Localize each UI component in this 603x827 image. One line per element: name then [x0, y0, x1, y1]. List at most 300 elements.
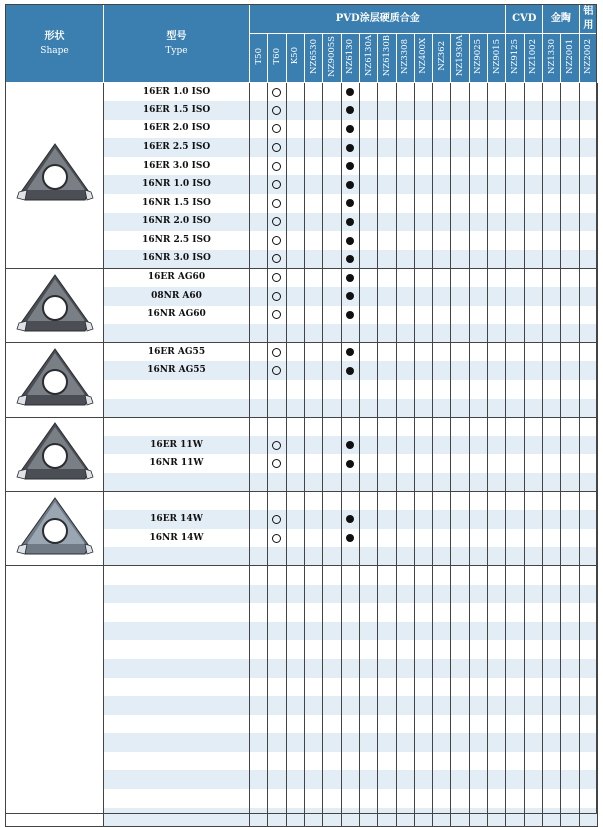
recommended-filled-mark [346, 367, 354, 375]
grade-cell [579, 83, 597, 102]
type-cell [104, 622, 250, 641]
grade-cell [543, 678, 561, 697]
grade-cell [323, 213, 341, 232]
grade-cell [341, 622, 359, 641]
grade-cell [268, 473, 286, 492]
grade-cell [506, 343, 524, 362]
grade-cell [359, 808, 377, 827]
grade-cell [359, 361, 377, 380]
grade-cell [524, 175, 542, 194]
grade-cell [579, 547, 597, 566]
grade-cell [396, 268, 414, 287]
grade-cell [359, 492, 377, 511]
grade-cell [524, 268, 542, 287]
grade-cell [414, 585, 432, 604]
grade-cell [506, 399, 524, 418]
type-cell: 16NR 14W [104, 529, 250, 548]
grade-cell [323, 696, 341, 715]
grade-cell [506, 585, 524, 604]
grade-cell [433, 194, 451, 213]
grade-cell [341, 770, 359, 789]
type-cell [104, 585, 250, 604]
grade-cell [524, 380, 542, 399]
grade-cell [304, 752, 322, 771]
grade-cell [433, 380, 451, 399]
grade-cell [286, 492, 304, 511]
grade-cell [543, 696, 561, 715]
grade-cell [451, 585, 469, 604]
grade-cell [268, 789, 286, 808]
threading-insert-icon [15, 494, 95, 560]
grade-cell [396, 83, 414, 102]
recommended-filled-mark [346, 218, 354, 226]
grade-cell [304, 473, 322, 492]
grade-cell [286, 399, 304, 418]
grade-cell [286, 231, 304, 250]
grade-cell [341, 324, 359, 343]
grade-column-label: T60 [271, 47, 282, 65]
grade-cell [433, 399, 451, 418]
grade-cell [469, 566, 487, 585]
grade-column-header [396, 34, 414, 83]
grade-column-label: T50 [253, 47, 264, 65]
grade-cell [506, 510, 524, 529]
grade-cell [543, 659, 561, 678]
grade-cell [561, 454, 579, 473]
grade-cell [433, 603, 451, 622]
type-cell: 16ER AG60 [104, 268, 250, 287]
grade-cell [268, 399, 286, 418]
grade-cell [469, 752, 487, 771]
grade-cell [250, 529, 268, 548]
grade-cell [323, 770, 341, 789]
grade-cell [341, 696, 359, 715]
grade-cell [359, 83, 377, 102]
grade-column-header [451, 34, 469, 83]
grade-cell [433, 529, 451, 548]
grade-cell [341, 529, 359, 548]
grade-cell [524, 770, 542, 789]
grade-cell [524, 603, 542, 622]
grade-cell [268, 194, 286, 213]
grade-cell [341, 808, 359, 827]
grade-cell [268, 566, 286, 585]
grade-cell [250, 473, 268, 492]
grade-cell [250, 752, 268, 771]
grade-cell [561, 585, 579, 604]
grade-cell [451, 492, 469, 511]
grade-cell [341, 473, 359, 492]
grade-cell [524, 566, 542, 585]
grade-cell [304, 585, 322, 604]
grade-cell [286, 529, 304, 548]
grade-cell [579, 622, 597, 641]
grade-cell [561, 529, 579, 548]
grade-cell [286, 157, 304, 176]
grade-cell [561, 194, 579, 213]
grade-cell [524, 83, 542, 102]
grade-cell [304, 808, 322, 827]
type-cell: 16ER 2.0 ISO [104, 120, 250, 139]
grade-cell [250, 157, 268, 176]
grade-cell [414, 231, 432, 250]
grade-column-header [359, 34, 377, 83]
grade-cell [561, 175, 579, 194]
type-cell [104, 752, 250, 771]
grade-cell [286, 83, 304, 102]
grade-cell [561, 343, 579, 362]
grade-cell [323, 380, 341, 399]
grade-cell [469, 287, 487, 306]
grade-cell [543, 194, 561, 213]
grade-cell [469, 83, 487, 102]
type-cell: 16ER 2.5 ISO [104, 138, 250, 157]
grade-cell [286, 380, 304, 399]
grade-cell [469, 789, 487, 808]
grade-cell [396, 510, 414, 529]
grade-cell [469, 808, 487, 827]
grade-cell [268, 361, 286, 380]
grade-cell [268, 213, 286, 232]
grade-cell [359, 473, 377, 492]
grade-cell [286, 287, 304, 306]
grade-cell [341, 194, 359, 213]
grade-cell [543, 306, 561, 325]
grade-cell [524, 640, 542, 659]
grade-cell [433, 547, 451, 566]
grade-cell [268, 622, 286, 641]
grade-cell [579, 603, 597, 622]
grade-cell [414, 678, 432, 697]
grade-cell [469, 770, 487, 789]
grade-column-label: NZ9005S [326, 35, 337, 77]
grade-cell [250, 436, 268, 455]
grade-cell [488, 510, 506, 529]
grade-column-header [506, 34, 524, 83]
grade-cell [359, 789, 377, 808]
type-cell: 16ER AG55 [104, 343, 250, 362]
grade-cell [488, 808, 506, 827]
grade-cell [341, 380, 359, 399]
grade-cell [524, 436, 542, 455]
grade-cell [524, 510, 542, 529]
grade-cell [378, 752, 396, 771]
grade-cell [524, 231, 542, 250]
grade-cell [396, 585, 414, 604]
grade-cell [359, 566, 377, 585]
grade-cell [396, 157, 414, 176]
grade-cell [488, 399, 506, 418]
grade-cell [304, 343, 322, 362]
grade-cell [414, 417, 432, 436]
grade-cell [359, 733, 377, 752]
type-cell: 16NR 2.0 ISO [104, 213, 250, 232]
grade-cell [414, 101, 432, 120]
grade-cell [561, 268, 579, 287]
grade-group-header: CVD [506, 5, 543, 34]
grade-cell [396, 789, 414, 808]
grade-cell [543, 250, 561, 269]
grade-cell [488, 770, 506, 789]
grade-cell [451, 696, 469, 715]
grade-cell [433, 566, 451, 585]
grade-cell [488, 138, 506, 157]
grade-cell [506, 436, 524, 455]
recommended-filled-mark [346, 441, 354, 449]
grade-cell [543, 622, 561, 641]
grade-cell [488, 566, 506, 585]
grade-cell [378, 473, 396, 492]
grade-cell [451, 417, 469, 436]
grade-cell [451, 231, 469, 250]
grade-cell [488, 287, 506, 306]
grade-cell [268, 808, 286, 827]
threading-insert-14w-image [6, 492, 104, 566]
grade-cell [396, 808, 414, 827]
grade-cell [414, 510, 432, 529]
grade-cell [378, 138, 396, 157]
grade-cell [304, 510, 322, 529]
grade-cell [451, 659, 469, 678]
grade-cell [268, 492, 286, 511]
grade-cell [268, 157, 286, 176]
grade-cell [543, 399, 561, 418]
grade-cell [543, 175, 561, 194]
grade-cell [469, 250, 487, 269]
grade-cell [469, 510, 487, 529]
grade-cell [451, 640, 469, 659]
grade-cell [488, 268, 506, 287]
table-row [6, 343, 598, 362]
grade-cell [268, 380, 286, 399]
grade-cell [341, 138, 359, 157]
grade-cell [304, 715, 322, 734]
grade-cell [250, 696, 268, 715]
grade-cell [268, 436, 286, 455]
grade-cell [488, 492, 506, 511]
grade-cell [396, 399, 414, 418]
grade-cell [543, 361, 561, 380]
grade-cell [250, 678, 268, 697]
grade-cell [488, 733, 506, 752]
grade-cell [488, 306, 506, 325]
grade-cell [414, 436, 432, 455]
grade-cell [524, 417, 542, 436]
grade-cell [543, 417, 561, 436]
grade-cell [451, 138, 469, 157]
grade-cell [359, 715, 377, 734]
grade-cell [414, 287, 432, 306]
type-header [104, 5, 250, 83]
grade-cell [451, 733, 469, 752]
grade-cell [250, 640, 268, 659]
type-cell [104, 603, 250, 622]
grade-cell [414, 250, 432, 269]
grade-cell [433, 733, 451, 752]
grade-cell [561, 380, 579, 399]
grade-cell [561, 733, 579, 752]
grade-cell [323, 622, 341, 641]
grade-cell [286, 733, 304, 752]
grade-cell [414, 603, 432, 622]
grade-cell [286, 603, 304, 622]
grade-cell [451, 250, 469, 269]
grade-cell [488, 585, 506, 604]
threading-insert-iso-image [6, 83, 104, 269]
available-open-mark [272, 106, 281, 115]
grade-cell [323, 585, 341, 604]
grade-cell [506, 547, 524, 566]
grade-cell [451, 101, 469, 120]
grade-column-header [414, 34, 432, 83]
grade-cell [451, 510, 469, 529]
type-cell [104, 733, 250, 752]
grade-cell [488, 380, 506, 399]
type-cell [104, 659, 250, 678]
grade-cell [323, 808, 341, 827]
grade-column-header [488, 34, 506, 83]
grade-cell [378, 622, 396, 641]
grade-cell [524, 529, 542, 548]
grade-cell [579, 696, 597, 715]
grade-cell [506, 175, 524, 194]
grade-column-header [341, 34, 359, 83]
grade-cell [286, 510, 304, 529]
grade-cell [323, 566, 341, 585]
grade-cell [323, 510, 341, 529]
grade-cell [341, 659, 359, 678]
grade-cell [579, 194, 597, 213]
grade-cell [506, 250, 524, 269]
grade-cell [469, 361, 487, 380]
grade-cell [250, 343, 268, 362]
grade-cell [561, 231, 579, 250]
grade-cell [378, 436, 396, 455]
grade-cell [506, 752, 524, 771]
grade-cell [414, 157, 432, 176]
grade-cell [543, 510, 561, 529]
grade-cell [451, 603, 469, 622]
grade-cell [561, 250, 579, 269]
grade-cell [396, 324, 414, 343]
grade-cell [359, 157, 377, 176]
recommended-filled-mark [346, 88, 354, 96]
grade-cell [286, 101, 304, 120]
grade-cell [451, 343, 469, 362]
grade-cell [488, 622, 506, 641]
grade-cell [250, 120, 268, 139]
grade-cell [543, 157, 561, 176]
grade-cell [451, 566, 469, 585]
grade-cell [579, 454, 597, 473]
grade-cell [378, 789, 396, 808]
grade-cell [414, 566, 432, 585]
grade-cell [359, 101, 377, 120]
grade-cell [286, 566, 304, 585]
grade-cell [561, 213, 579, 232]
type-cell: 16NR 11W [104, 454, 250, 473]
grade-column-label: K50 [290, 47, 301, 65]
grade-cell [579, 640, 597, 659]
grade-cell [561, 547, 579, 566]
grade-cell [469, 696, 487, 715]
type-cell [104, 789, 250, 808]
grade-cell [433, 715, 451, 734]
grade-cell [506, 138, 524, 157]
grade-cell [378, 770, 396, 789]
grade-cell [286, 659, 304, 678]
grade-cell [433, 789, 451, 808]
grade-cell [433, 101, 451, 120]
grade-cell [433, 752, 451, 771]
grade-cell [433, 138, 451, 157]
grade-cell [506, 473, 524, 492]
available-open-mark [272, 534, 281, 543]
grade-cell [268, 250, 286, 269]
grade-cell [396, 343, 414, 362]
grade-cell [396, 696, 414, 715]
grade-cell [579, 268, 597, 287]
grade-cell [543, 120, 561, 139]
grade-cell [561, 287, 579, 306]
grade-group-header: 铝用 [579, 5, 597, 34]
grade-cell [543, 640, 561, 659]
type-header-cn: 型号 [166, 30, 187, 42]
grade-cell [414, 659, 432, 678]
grade-cell [506, 454, 524, 473]
grade-cell [286, 808, 304, 827]
grade-cell [451, 436, 469, 455]
grade-group-header: PVD涂层硬质合金 [250, 5, 506, 34]
recommended-filled-mark [346, 181, 354, 189]
type-cell: 16NR 3.0 ISO [104, 250, 250, 269]
grade-cell [396, 659, 414, 678]
grade-cell [341, 361, 359, 380]
grade-cell [451, 83, 469, 102]
grade-cell [488, 454, 506, 473]
grade-cell [469, 101, 487, 120]
grade-cell [433, 585, 451, 604]
grade-cell [304, 250, 322, 269]
grade-cell [378, 380, 396, 399]
grade-cell [506, 417, 524, 436]
grade-cell [341, 399, 359, 418]
grade-cell [396, 473, 414, 492]
grade-cell [524, 733, 542, 752]
grade-cell [378, 250, 396, 269]
grade-cell [579, 324, 597, 343]
grade-column-header [579, 34, 597, 83]
grade-cell [469, 473, 487, 492]
grade-cell [561, 101, 579, 120]
grade-cell [433, 622, 451, 641]
grade-cell [268, 585, 286, 604]
grade-cell [469, 213, 487, 232]
grade-cell [378, 324, 396, 343]
grade-cell [469, 417, 487, 436]
grade-table-container [5, 4, 597, 814]
grade-cell [433, 83, 451, 102]
grade-cell [304, 213, 322, 232]
grade-cell [323, 175, 341, 194]
grade-cell [451, 473, 469, 492]
grade-cell [579, 287, 597, 306]
grade-cell [469, 138, 487, 157]
grade-cell [268, 454, 286, 473]
grade-cell [524, 585, 542, 604]
grade-cell [561, 83, 579, 102]
grade-cell [561, 473, 579, 492]
